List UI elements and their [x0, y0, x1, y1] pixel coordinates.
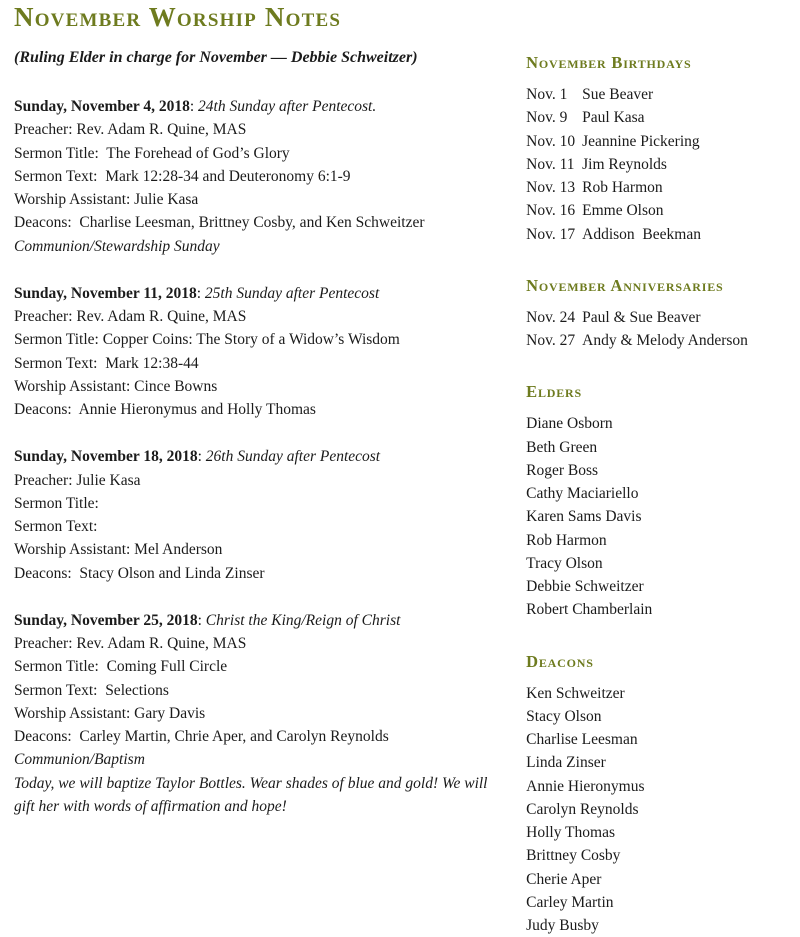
anniversary-name: Paul & Sue Beaver — [582, 309, 700, 326]
birthday-name: Emme Olson — [582, 202, 663, 219]
anniversary-date: Nov. 27 — [526, 329, 582, 352]
anniversaries-list — [526, 306, 800, 353]
birthday-name: Addison Beekman — [582, 226, 701, 243]
elder-name: Beth Green — [526, 436, 800, 459]
preacher-line: Preacher: Rev. Adam R. Quine, MAS — [14, 118, 508, 141]
separator: : — [198, 448, 206, 465]
deacon-name: Stacy Olson — [526, 705, 800, 728]
deacons-line: Deacons: Annie Hieronymus and Holly Thomas — [14, 398, 508, 421]
anniversary-name: Andy & Melody Anderson — [582, 332, 748, 349]
separator: : — [198, 612, 206, 629]
birthday-row — [526, 223, 800, 246]
elder-name: Debbie Schweitzer — [526, 575, 800, 598]
service-heading — [14, 95, 508, 118]
elder-name: Rob Harmon — [526, 529, 800, 552]
birthday-name: Rob Harmon — [582, 179, 663, 196]
worship-assistant-line: Worship Assistant: Julie Kasa — [14, 188, 508, 211]
document-body — [0, 43, 800, 937]
anniversary-row — [526, 329, 800, 352]
birthday-name: Paul Kasa — [582, 109, 644, 126]
service-note: Communion/Stewardship Sunday — [14, 235, 508, 258]
service-occasion: 24th Sunday after Pentecost. — [198, 98, 376, 115]
birthday-date: Nov. 11 — [526, 153, 582, 176]
service-date: Sunday, November 25, 2018 — [14, 612, 198, 629]
deacons-line: Deacons: Charlise Leesman, Brittney Cosby, and Ken Schweitzer — [14, 211, 508, 234]
elder-name: Robert Chamberlain — [526, 598, 800, 621]
deacons-line: Deacons: Stacy Olson and Linda Zinser — [14, 562, 508, 585]
worship-notes-column — [14, 49, 508, 937]
birthday-name: Jeannine Pickering — [582, 133, 700, 150]
sermon-title-line: Sermon Title: — [14, 492, 508, 515]
deacon-name: Linda Zinser — [526, 751, 800, 774]
service-date: Sunday, November 11, 2018 — [14, 285, 197, 302]
separator: : — [197, 285, 205, 302]
sidebar-column — [526, 49, 800, 937]
birthday-row — [526, 130, 800, 153]
service-heading — [14, 445, 508, 468]
birthday-name: Jim Reynolds — [582, 156, 667, 173]
deacon-name: Holly Thomas — [526, 821, 800, 844]
service-date: Sunday, November 4, 2018 — [14, 98, 190, 115]
sermon-text-line: Sermon Text: Mark 12:38-44 — [14, 352, 508, 375]
worship-assistant-line: Worship Assistant: Gary Davis — [14, 702, 508, 725]
deacon-name: Ken Schweitzer — [526, 682, 800, 705]
preacher-line: Preacher: Rev. Adam R. Quine, MAS — [14, 305, 508, 328]
birthdays-list — [526, 83, 800, 246]
anniversary-date: Nov. 24 — [526, 306, 582, 329]
deacon-name: Charlise Leesman — [526, 728, 800, 751]
elder-name: Diane Osborn — [526, 412, 800, 435]
elders-heading: Elders — [526, 382, 800, 402]
deacon-name: Cherie Aper — [526, 868, 800, 891]
deacon-name: Brittney Cosby — [526, 844, 800, 867]
sermon-text-line: Sermon Text: Selections — [14, 679, 508, 702]
deacons-line: Deacons: Carley Martin, Chrie Aper, and Carolyn Reynolds — [14, 725, 508, 748]
service-section-nov-25 — [14, 609, 508, 818]
deacons-list — [526, 682, 800, 937]
deacon-name: Carley Martin — [526, 891, 800, 914]
worship-assistant-line: Worship Assistant: Cince Bowns — [14, 375, 508, 398]
birthday-date: Nov. 17 — [526, 223, 582, 246]
ruling-elder-note: (Ruling Elder in charge for November — Debbie Schweitzer) — [14, 49, 508, 67]
sermon-text-line: Sermon Text: — [14, 515, 508, 538]
birthday-date: Nov. 16 — [526, 199, 582, 222]
birthday-date: Nov. 1 — [526, 83, 582, 106]
service-section-nov-18 — [14, 445, 508, 585]
sermon-title-line: Sermon Title: The Forehead of God’s Glory — [14, 142, 508, 165]
birthday-date: Nov. 10 — [526, 130, 582, 153]
service-heading — [14, 282, 508, 305]
service-occasion: 25th Sunday after Pentecost — [205, 285, 379, 302]
page-title: November Worship Notes — [14, 2, 800, 33]
birthday-row — [526, 83, 800, 106]
elders-list — [526, 412, 800, 621]
birthdays-heading: November Birthdays — [526, 53, 800, 73]
elder-name: Roger Boss — [526, 459, 800, 482]
elder-name: Cathy Maciariello — [526, 482, 800, 505]
preacher-line: Preacher: Rev. Adam R. Quine, MAS — [14, 632, 508, 655]
service-note: Communion/Baptism — [14, 748, 508, 771]
elder-name: Tracy Olson — [526, 552, 800, 575]
birthday-date: Nov. 13 — [526, 176, 582, 199]
anniversary-row — [526, 306, 800, 329]
birthday-date: Nov. 9 — [526, 106, 582, 129]
sermon-title-line: Sermon Title: Copper Coins: The Story of a Widow’s Wisdom — [14, 328, 508, 351]
service-date: Sunday, November 18, 2018 — [14, 448, 198, 465]
deacons-heading: Deacons — [526, 652, 800, 672]
service-section-nov-11 — [14, 282, 508, 422]
birthday-row — [526, 176, 800, 199]
birthday-row — [526, 106, 800, 129]
worship-assistant-line: Worship Assistant: Mel Anderson — [14, 538, 508, 561]
birthday-name: Sue Beaver — [582, 86, 653, 103]
service-occasion: 26th Sunday after Pentecost — [206, 448, 380, 465]
baptism-announcement: Today, we will baptize Taylor Bottles. Wear shades of blue and gold! We will gift her with words of affirmation and hope! — [14, 772, 508, 819]
birthday-row — [526, 199, 800, 222]
service-heading — [14, 609, 508, 632]
anniversaries-heading: November Anniversaries — [526, 276, 800, 296]
sermon-text-line: Sermon Text: Mark 12:28-34 and Deuteronomy 6:1-9 — [14, 165, 508, 188]
deacon-name: Judy Busby — [526, 914, 800, 937]
service-section-nov-4 — [14, 95, 508, 258]
deacon-name: Annie Hieronymus — [526, 775, 800, 798]
elder-name: Karen Sams Davis — [526, 505, 800, 528]
sermon-title-line: Sermon Title: Coming Full Circle — [14, 655, 508, 678]
preacher-line: Preacher: Julie Kasa — [14, 469, 508, 492]
deacon-name: Carolyn Reynolds — [526, 798, 800, 821]
separator: : — [190, 98, 198, 115]
service-occasion: Christ the King/Reign of Christ — [206, 612, 401, 629]
birthday-row — [526, 153, 800, 176]
